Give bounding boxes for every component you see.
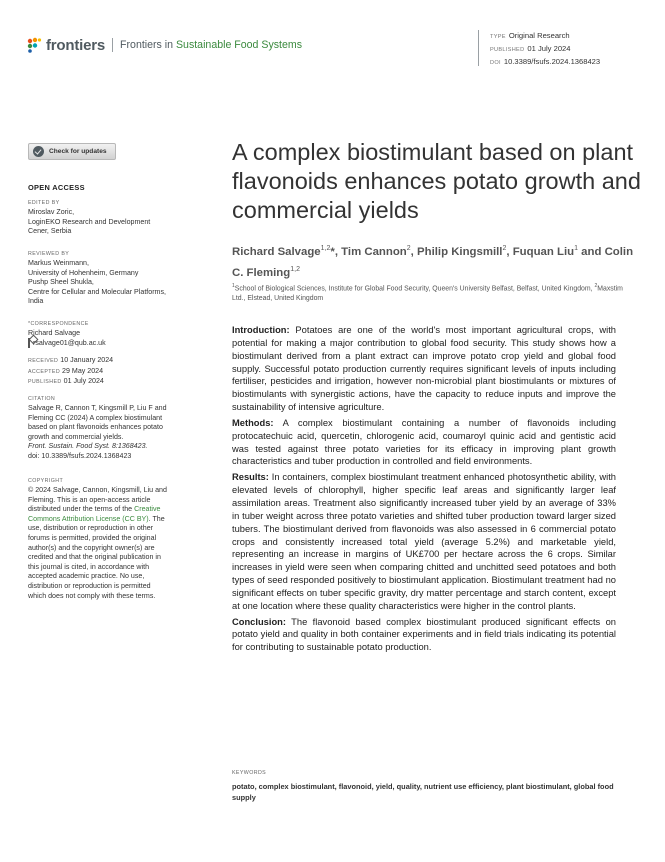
reviewer-line: University of Hohenheim, Germany <box>28 268 139 277</box>
check-updates-label: Check for updates <box>49 148 107 155</box>
meta-doi[interactable]: DOI 10.3389/fsufs.2024.1368423 <box>490 57 601 66</box>
author[interactable]: Colin C. Fleming$^{1,2}$ <box>232 245 634 279</box>
abstract-methods: Methods: A complex biostimulant containing a number of flavonoids including protocatechuic acid, quercetin, chlorogenic acid, coumaroyl quinic acid and gentistic acid was tested against three potato varieties for its efficacy in improving plant growth characteristics and tuber production in controlled and field environments. <box>232 417 616 467</box>
frontiers-logo-icon <box>27 37 43 53</box>
citation-doi[interactable]: doi: 10.3389/fsufs.2024.1368423 <box>28 451 132 460</box>
brand-divider <box>112 38 113 52</box>
accepted-date: ACCEPTED 29 May 2024 <box>28 366 104 375</box>
brand-name: frontiers <box>46 36 106 54</box>
copyright-line: which does not comply with these terms. <box>28 591 156 600</box>
reviewer-line: Pushp Sheel Shukla, <box>28 278 94 287</box>
author[interactable]: Philip Kingsmill$^2$ <box>417 245 507 258</box>
mail-icon <box>28 338 30 348</box>
copyright-line: distributed under the terms of the Creative <box>28 505 161 514</box>
editor-line: Miroslav Zoric, <box>28 208 75 216</box>
check-updates-icon <box>33 146 44 157</box>
correspondence: *CORRESPONDENCE Richard Salvage rsalvage01@qub.ac.uk <box>28 320 198 348</box>
reviewer-line: Markus Weinmann, <box>28 259 89 267</box>
open-access-label: OPEN ACCESS <box>28 183 85 192</box>
copyright-line: Fleming. This is an open-access article <box>28 495 151 504</box>
editor-line: LoginEKO Research and Development <box>28 217 151 226</box>
article-title: A complex biostimulant based on plant flavonoids enhances potato growth and commercial yields <box>232 139 641 223</box>
article-meta <box>478 30 600 66</box>
editor-line: Cener, Serbia <box>28 227 72 236</box>
received-date: RECEIVED 10 January 2024 <box>28 356 114 364</box>
meta-type: TYPE Original Research <box>490 31 570 40</box>
author[interactable]: Richard Salvage$^{1,2}$* <box>232 245 335 258</box>
journal-title[interactable] <box>120 39 302 51</box>
citation-line: growth and commercial yields. <box>28 432 124 441</box>
cc-license-link[interactable]: Creative <box>134 505 161 514</box>
copyright-line: author(s) and the copyright owner(s) are <box>28 543 155 552</box>
citation-line: based on plant flavonoids enhances potato <box>28 423 163 432</box>
abstract-introduction: Introduction: Potatoes are one of the world's most important agricultural crops, with potential for making a major contribution to global food security. This study shows how a biostimulant derived from a plant extract can improve potato crop yield and global food supply. Successful potato production currently requires significant levels of inputs including fertiliser, pesticides and irrigation, however non-microbial plant biostimulants or mixtures of biostimulants with synergistic actions, have the capacity to reduce inputs and improve the sustainability of intensive agriculture. <box>232 325 616 413</box>
meta-published: PUBLISHED 01 July 2024 <box>490 44 571 53</box>
correspondence-name: Richard Salvage <box>28 329 81 337</box>
citation-line: Salvage R, Cannon T, Kingsmill P, Liu F and <box>28 404 167 412</box>
copyright-line: © 2024 Salvage, Cannon, Kingsmill, Liu and <box>28 486 167 494</box>
copyright-line: accepted academic practice. No use, <box>28 572 145 581</box>
published-date: PUBLISHED 01 July 2024 <box>28 377 104 386</box>
edited-by: EDITED BY Miroslav Zoric, LoginEKO Research and Development Cener, Serbia <box>28 199 198 237</box>
keywords: potato, complex biostimulant, flavonoid, yield, quality, nutrient use efficiency, plant biostimulant, global food supply <box>232 782 614 802</box>
citation-line: Fleming CC (2024) A complex biostimulant <box>28 413 163 422</box>
author-list: Richard Salvage$^{1,2}$*, Tim Cannon$^2$, Philip Kingsmill$^2$, Fuquan Liu$^1$ and Colin C. Fleming$^{1,2}$ <box>232 245 634 279</box>
copyright-line: credited and that the original publication in <box>28 553 161 562</box>
copyright-line: use, distribution or reproduction in other <box>28 524 153 533</box>
abstract-results: Results: In containers, complex biostimulant treatment enhanced photosynthetic ability, with elevated levels of chlorophyll, higher specific leaf areas and significantly larger leaf assimilation areas. Treatment also significantly increased tuber yield by an average of 33% in tuber weight across three potato varieties and shifted tuber production toward larger sized tubers. The biostimulant derived from flavonoids was also assessed in 6 commercial potato crops and consistently increased total yield (average 5.2%) and marketable yield, representing an increase in margins of UK£700 per hectare across the 6 crops. Similar increases in yield were seen when comparing chitted and unchitted seed potatoes and both types of seed responded positively to biostimulant application. Biostimulant treatment had no significant effects on tuber specific gravity, dry matter percentage and starch content, except at one location where these quality characteristics were higher in the control plants. <box>232 472 616 611</box>
journal-prefix: Frontiers in <box>120 39 176 51</box>
copyright: COPYRIGHT © 2024 Salvage, Cannon, Kingsmill, Liu and Fleming. This is an open-access article distributed under the terms of the Creative Commons Attribution License (CC BY). The use, distribution or reproduction in other forums is permitted, provided the original author(s) and the copyright owner(s) are credited and that the original publication in this journal is cited, in accordance with accepted academic practice. No use, distribution or reproduction is permitted which does not comply with these terms. <box>28 477 198 601</box>
check-for-updates-button[interactable] <box>28 143 116 160</box>
journal-brand[interactable] <box>27 36 302 54</box>
reviewer-line: India <box>28 297 44 306</box>
copyright-line: forums is permitted, provided the original <box>28 533 157 542</box>
reviewed-by: REVIEWED BY Markus Weinmann, University of Hohenheim, Germany Pushp Sheel Shukla, Centre for Cellular and Molecular Platforms, India <box>28 250 198 307</box>
copyright-line: distribution or reproduction is permitted <box>28 581 151 590</box>
article-dates <box>28 356 198 388</box>
author[interactable]: Fuquan Liu$^1$ <box>512 245 578 258</box>
copyright-line: this journal is cited, in accordance with <box>28 562 150 571</box>
abstract-conclusion: Conclusion: The flavonoid based complex biostimulant produced significant effects on potato yield and quality in both container experiments and in field trials indicating its potential for contributing to sustainable potato production. <box>232 616 616 653</box>
correspondence-email[interactable]: rsalvage01@qub.ac.uk <box>28 339 198 349</box>
reviewer-line: Centre for Cellular and Molecular Platforms, <box>28 287 166 296</box>
citation: CITATION Salvage R, Cannon T, Kingsmill P, Liu F and Fleming CC (2024) A complex biostimulant based on plant flavonoids enhances potato growth and commercial yields. Front. Sustain. Food Syst. 8:1368423. doi: 10.3389/fsufs.2024.1368423 <box>28 395 198 462</box>
journal-name: Sustainable Food Systems <box>175 39 302 51</box>
abstract <box>232 324 616 657</box>
keywords-label: KEYWORDS <box>232 770 267 776</box>
affiliations: $^1$School of Biological Sciences, Institute for Global Food Security, Queen's University Belfast, Belfast, United Kingdom, $^2$Maxstim Ltd., Elstead, United Kingdom <box>232 283 623 303</box>
author[interactable]: Tim Cannon$^2$ <box>341 245 411 258</box>
cc-license-link[interactable]: Commons Attribution License (CC BY) <box>28 514 149 523</box>
copyright-line: Commons Attribution License (CC BY). The <box>28 514 165 523</box>
citation-journal: Front. Sustain. Food Syst. 8:1368423. <box>28 442 148 451</box>
